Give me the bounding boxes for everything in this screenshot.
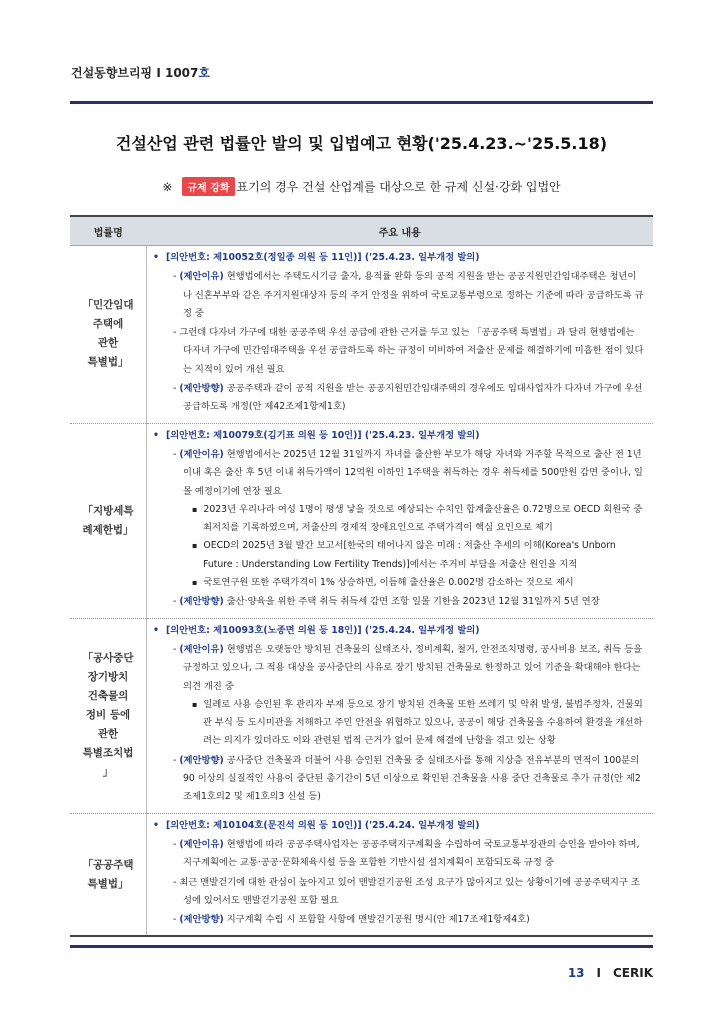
law-name-line: 「지방세특: [82, 504, 134, 517]
item-text: 그런데 다자녀 가구에 대한 공공주택 우선 공급에 관한 근거를 두고 있는 「공공주택 특별법」과 달리 현행법에는 다자녀 가구에 민간임대주택을 우선 공급하도록 하는 규정이 미비하여 저출산 문제를 해결하기에 미흡한 점이 있다는 지적이 있어 개선 필요: [179, 327, 644, 375]
law-name-cell: [70, 813, 147, 936]
content-item: - (제안이유) 현행법에 따라 공공주택사업자는 공공주택지구계획을 수립하여 국토교통부장관의 승인을 받아야 하며, 지구계획에는 교통·공공·문화체육시설 등을 포함한 기반시설 설치계획이 포함되도록 규정 중: [173, 838, 640, 869]
bottom-rule: [70, 945, 653, 948]
law-name-line: 건축물의: [87, 690, 129, 703]
note-mark: ※: [162, 180, 173, 194]
law-name-line: 관한: [97, 337, 119, 350]
content-subitem: ▪ OECD의 2025년 3월 발간 보고서[한국의 태어나지 않은 미래 : 저출산 추세의 이해(Korea's Unborn Future : Understanding Low Fertility Trends)]에서는 주거비 부담을 저출산 원인을 지적: [153, 537, 645, 574]
item-text: 출산·양육을 위한 주택 취득 취득세 감면 조항 일몰 기한을 2023년 12월 31일까지 5년 연장: [223, 596, 600, 608]
item-text: 공공주택과 같이 공적 지원을 받는 공공지원민간임대주택의 경우에도 임대사업자가 다자녀 가구에 우선 공급하도록 개정(안 제42조제1항제1호): [183, 383, 643, 413]
content-item: - (제안이유) 현행법에서는 주택도시기금 출자, 용적률 완화 등의 공적 지원을 받는 공공지원민간임대주택은 청년이나 신혼부부와 같은 주거지원대상자 등의 주거 안정을 위하여 국토교통부령으로 정하는 기준에 따라 공급하도록 규정 중: [173, 271, 644, 319]
content-item: - (제안방향) 공사중단 건축물과 더불어 사용 승인된 건축물 중 실태조사를 통해 지상층 전유부분의 면적이 100분의 90 이상의 실질적인 사용이 중단된 총기간이 5년 이상으로 확인된 건축물을 사용 중단 건축물로 추가 규정(안 제2조제1호의2 및 제1호의3 신설 등): [173, 754, 641, 803]
item-tag: (제안이유): [179, 448, 224, 460]
law-name-line: 주택에: [92, 318, 124, 331]
table-row: [70, 423, 653, 618]
law-name-line: 장기방치: [87, 671, 129, 684]
law-name-cell: [70, 618, 147, 813]
top-rule: [70, 101, 653, 104]
content-cell: [147, 813, 654, 936]
bill-info: • [의안번호: 제10052호(정일종 의원 등 11인)] ('25.4.23. 일부개정 발의): [153, 249, 645, 267]
law-name-line: 특별법」: [87, 356, 129, 369]
item-text: 지구계획 수립 시 포함할 사항에 맨발걷기공원 명시(안 제17조제1항제4호): [223, 914, 530, 926]
law-name-cell: [70, 423, 147, 618]
regulation-badge: 규제 강화: [182, 177, 234, 196]
content-item: - 최근 맨발걷기에 대한 관심이 높아지고 있어 맨발걷기공원 조성 요구가 많아지고 있는 상황이기에 공공주택지구 조성에 있어서도 맨발걷기공원 포함 필요: [173, 876, 640, 906]
content-subitem: ▪ 2023년 우리나라 여성 1명이 평생 낳을 것으로 예상되는 수치인 합계출산율은 0.72명으로 OECD 회원국 중 최저치를 기록하였으며, 저출산의 경제적 장애요인으로 주택가격이 핵심 요인으로 제기: [153, 501, 645, 538]
content-cell: [147, 423, 654, 618]
law-name-cell: [70, 246, 147, 424]
header-title-prefix: 건설동향브리핑 Ι 1007: [71, 66, 199, 80]
item-tag: (제안방향): [179, 754, 224, 766]
item-tag: (제안방향): [179, 596, 224, 608]
note-text: 표기의 경우 건설 산업계를 대상으로 한 규제 신설·강화 입법안: [236, 180, 561, 194]
table-row: [70, 246, 653, 424]
content-cell: [147, 618, 654, 813]
item-text: 공사중단 건축물과 더불어 사용 승인된 건축물 중 실태조사를 통해 지상층 전유부분의 면적이 100분의 90 이상의 실질적인 사용이 중단된 총기간이 5년 이상으로 확인된 건축물을 사용 중단 건축물로 추가 규정(안 제2조제1호의2 및 제1호의3 신설 등): [183, 754, 641, 803]
law-name-line: 특별조치법: [82, 747, 134, 760]
legislation-table: [70, 215, 653, 937]
item-text: 최근 맨발걷기에 대한 관심이 높아지고 있어 맨발걷기공원 조성 요구가 많아지고 있는 상황이기에 공공주택지구 조성에 있어서도 맨발걷기공원 포함 필요: [179, 876, 640, 906]
content-item: - 그런데 다자녀 가구에 대한 공공주택 우선 공급에 관한 근거를 두고 있는 「공공주택 특별법」과 달리 현행법에는 다자녀 가구에 민간임대주택을 우선 공급하도록 하는 규정이 미비하여 저출산 문제를 해결하기에 미흡한 점이 있다는 지적이 있어 개선 필요: [173, 327, 644, 375]
law-name-line: 특별법」: [87, 877, 129, 890]
law-name-line: 례제한법」: [82, 523, 134, 536]
content-item: - (제안이유) 현행법은 오랫동안 방치된 건축물의 실태조사, 정비계획, 철거, 안전조치명령, 공사비용 보조, 취득 등을 규정하고 있으나, 그 적용 대상을 공사중단의 사유로 장기 방치된 건축물로 한정하고 있어 기준을 확대해야 한다는 의견 개진 중: [173, 643, 643, 692]
content-subitem: ▪ 일례로 사용 승인된 후 관리자 부재 등으로 장기 방치된 건축물 또한 쓰레기 및 악취 발생, 불법주정차, 건물외관 부식 등 도시미관을 저해하고 주민 안전을 위협하고 있으나, 공공이 해당 건축물을 수용하여 환경을 개선하려는 의지가 있더라도 이와 관련된 법적 근거가 없어 문제 해결에 난항을 겪고 있는 상황: [153, 696, 645, 751]
legend-note: [70, 177, 653, 196]
footer-separator: Ι: [596, 966, 601, 980]
bill-info: • [의안번호: 제10093호(노종면 의원 등 18인)] ('25.4.24. 일부개정 발의): [153, 622, 645, 640]
item-tag: (제안이유): [179, 643, 224, 655]
item-tag: (제안이유): [179, 838, 224, 850]
content-subitem: ▪ 국토연구원 또한 주택가격이 1% 상승하면, 이듬해 출산율은 0.002명 감소하는 것으로 제시: [153, 574, 645, 592]
item-text: 현행법에서는 주택도시기금 출자, 용적률 완화 등의 공적 지원을 받는 공공지원민간임대주택은 청년이나 신혼부부와 같은 주거지원대상자 등의 주거 안정을 위하여 국토교통부령으로 정하는 기준에 따라 공급하도록 규정 중: [183, 271, 644, 319]
item-text: 현행법은 오랫동안 방치된 건축물의 실태조사, 정비계획, 철거, 안전조치명령, 공사비용 보조, 취득 등을 규정하고 있으나, 그 적용 대상을 공사중단의 사유로 장기 방치된 건축물로 한정하고 있어 기준을 확대해야 한다는 의견 개진 중: [183, 643, 643, 692]
page-title: 건설산업 관련 법률안 발의 및 입법예고 현황('25.4.23.~'25.5.18): [115, 134, 608, 153]
table-header-row: [70, 216, 653, 246]
law-name-line: 정비 등에: [85, 709, 131, 722]
content-item: - (제안방향) 지구계획 수립 시 포함할 사항에 맨발걷기공원 명시(안 제17조제1항제4호): [173, 914, 530, 926]
page-footer: [568, 966, 653, 980]
law-name-line: 「공사중단: [82, 652, 134, 665]
law-name-line: 「민간임대: [82, 299, 134, 312]
item-tag: (제안방향): [179, 383, 224, 395]
content-cell: [147, 246, 654, 424]
header-main-content: 주요 내용: [147, 216, 654, 246]
item-tag: (제안이유): [179, 271, 224, 283]
item-tag: (제안방향): [179, 914, 224, 926]
item-text: 현행법에 따라 공공주택사업자는 공공주택지구계획을 수립하여 국토교통부장관의 승인을 받아야 하며, 지구계획에는 교통·공공·문화체육시설 등을 포함한 기반시설 설치계획이 포함되도록 규정 중: [183, 838, 640, 869]
law-name-line: 관한: [97, 728, 119, 741]
table-body: [70, 246, 653, 937]
law-name-line: 「공공주택: [82, 858, 134, 871]
content-item: - (제안방향) 출산·양육을 위한 주택 취득 취득세 감면 조항 일몰 기한을 2023년 12월 31일까지 5년 연장: [173, 596, 600, 608]
law-name-line: 」: [102, 766, 114, 779]
table-row: [70, 618, 653, 813]
page-number: 13: [567, 966, 585, 980]
footer-org: CERIK: [612, 966, 653, 980]
item-text: 현행법에서는 2025년 12월 31일까지 자녀를 출산한 부모가 해당 자녀와 거주할 목적으로 출산 전 1년 이내 혹은 출산 후 5년 이내 취득가액이 12억원 이하인 1주택을 취득하는 경우 취득세를 500만원 감면 중이나, 일몰 예정이기에 연장 필요: [183, 448, 643, 497]
content-item: - (제안이유) 현행법에서는 2025년 12월 31일까지 자녀를 출산한 부모가 해당 자녀와 거주할 목적으로 출산 전 1년 이내 혹은 출산 후 5년 이내 취득가액이 12억원 이하인 1주택을 취득하는 경우 취득세를 500만원 감면 중이나, 일몰 예정이기에 연장 필요: [173, 448, 643, 497]
table-row: [70, 813, 653, 936]
content-item: - (제안방향) 공공주택과 같이 공적 지원을 받는 공공지원민간임대주택의 경우에도 임대사업자가 다자녀 가구에 우선 공급하도록 개정(안 제42조제1항제1호): [173, 383, 643, 413]
header-title: [71, 64, 210, 81]
header-title-suffix: 호: [198, 66, 210, 80]
bill-info: • [의안번호: 제10079호(김기표 의원 등 10인)] ('25.4.23. 일부개정 발의): [153, 427, 645, 445]
bill-info: • [의안번호: 제10104호(문진석 의원 등 10인)] ('25.4.24. 일부개정 발의): [153, 817, 645, 835]
header-law-name: 법률명: [70, 216, 147, 246]
